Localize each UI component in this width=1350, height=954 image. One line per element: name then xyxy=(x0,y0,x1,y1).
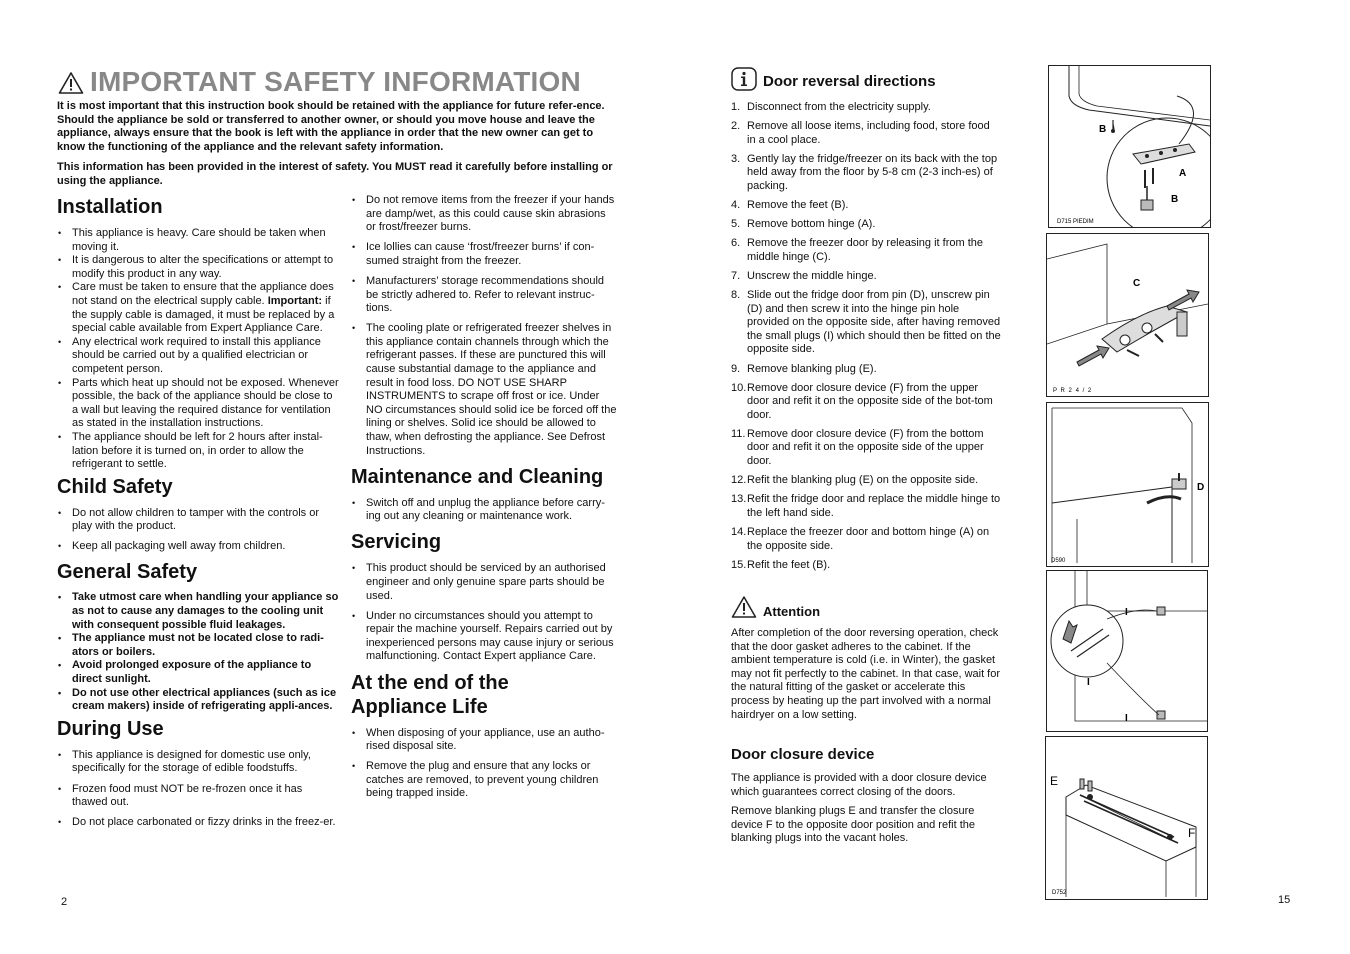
step-item xyxy=(731,382,1001,423)
figure-label: F xyxy=(1188,826,1196,840)
list-item: • Do not place carbonated or fizzy drinks in the freez-er. xyxy=(57,816,339,830)
step-number: 3. xyxy=(731,152,741,165)
door-reversal-heading: Door reversal directions xyxy=(763,73,936,90)
list-item: • Switch off and unplug the appliance before carry-ing out any cleaning or maintenance work. xyxy=(351,497,618,524)
installation-section xyxy=(57,195,339,836)
general-safety-heading: General Safety xyxy=(57,561,198,584)
door-reversal-header xyxy=(731,67,1001,91)
step-number: 2. xyxy=(731,120,741,133)
list-item: • Do not remove items from the freezer if your hands are damp/wet, as this could cause skin abrasions or frost/freezer burns. xyxy=(351,194,618,235)
door-reversal-steps xyxy=(731,101,1001,572)
important-label: Important: xyxy=(267,294,323,307)
step-number: 11. xyxy=(731,427,746,440)
installation-list xyxy=(57,227,339,472)
door-closure-section xyxy=(731,746,1001,846)
step-number: 15. xyxy=(731,558,747,571)
page-number-left: 2 xyxy=(61,896,68,908)
attention-header xyxy=(731,595,1001,619)
list-item: • Keep all packaging well away from children. xyxy=(57,540,339,554)
list-item: • Parts which heat up should not be exposed. Whenever possible, the back of the appliance should be close to a wall but leaving the required distance for ventilation as stated in the installation instructions. xyxy=(57,377,339,431)
step-text: Remove blanking plug (E). xyxy=(747,362,877,375)
step-item xyxy=(731,153,1001,194)
page-title-text: IMPORTANT SAFETY INFORMATION xyxy=(90,66,581,97)
step-number: 1. xyxy=(731,101,741,113)
door-closure-drawing xyxy=(1046,737,1207,899)
step-number: 9. xyxy=(731,362,741,375)
intro-paragraph: It is most important that this instruction book should be retained with the appliance for future refer-ence. Should the appliance be sold or transferred to another owner, or should you move house and leave the appliance, always ensure that the book is left with the appliance in order that the new owner can get to know the functioning of the appliance and the relevant safety information. xyxy=(57,100,605,153)
figure-door-closure xyxy=(1045,736,1208,900)
child-safety-list xyxy=(57,507,339,554)
end-of-life-list xyxy=(351,727,618,801)
figure-label: B xyxy=(1171,194,1179,205)
step-text: Gently lay the fridge/freezer on its back with the top held away from the floor by 5-8 cm (2-3 inch-es) of packing. xyxy=(747,152,998,192)
list-item: • Do not allow children to tamper with the controls or play with the product. xyxy=(57,507,339,534)
small-plugs-drawing xyxy=(1047,571,1207,731)
step-item xyxy=(731,474,1001,488)
step-text: Remove the feet (B). xyxy=(747,199,849,212)
intro-notice: This information has been provided in the interest of safety. You MUST read it carefully before installing or using the appliance. xyxy=(57,161,613,187)
page-title xyxy=(58,66,581,98)
servicing-heading: Servicing xyxy=(351,531,442,554)
list-item: • When disposing of your appliance, use an autho-rised disposal site. xyxy=(351,727,618,754)
list-item: • Ice lollies can cause ‘frost/freezer burns’ if con-sumed straight from the freezer. xyxy=(351,241,618,268)
maintenance-list xyxy=(351,497,618,524)
info-icon xyxy=(731,67,757,91)
list-item-text: Care must be taken to ensure that the appliance does not stand on the electrical supply cable. xyxy=(72,281,334,307)
list-item: • Avoid prolonged exposure of the appliance to direct sunlight. xyxy=(57,659,339,686)
door-closure-heading: Door closure device xyxy=(731,746,875,763)
end-of-life-heading-line2: Appliance Life xyxy=(351,695,488,718)
during-use-continued-list xyxy=(351,194,618,458)
step-number: 6. xyxy=(731,237,741,250)
figure-label: I xyxy=(1125,713,1128,724)
step-item xyxy=(731,120,1001,147)
warning-icon xyxy=(731,595,757,619)
general-safety-list xyxy=(57,591,339,713)
step-number: 8. xyxy=(731,289,741,302)
step-item xyxy=(731,559,1001,573)
step-text: Slide out the fridge door from pin (D), unscrew pin (D) and then screw it into the hinge pin hole provided on the opposite side, after having removed the small plugs (I) which should then be fitted on the opposite side. xyxy=(747,289,1001,356)
warning-icon xyxy=(58,71,84,95)
door-reversal-section xyxy=(731,67,1001,578)
figure-label: E xyxy=(1050,774,1059,788)
step-text: Replace the freezer door and bottom hinge (A) on the opposite side. xyxy=(747,525,990,552)
figure-code: D715 PIEDIM xyxy=(1057,219,1094,225)
step-number: 7. xyxy=(731,269,741,282)
list-item: • This appliance is heavy. Care should be taken when moving it. xyxy=(57,227,339,254)
end-of-life-heading xyxy=(351,671,618,719)
step-text: Remove the freezer door by releasing it from the middle hinge (C). xyxy=(747,237,984,263)
attention-text: After completion of the door reversing operation, check that the door gasket adheres to the cabinet. If the ambient temperature is cold (i.e. in Winter), the gasket may not fit perfectly to the cabinet. In that case, wait for the natural fitting of the gasket or accelerate this process by heating up the part involved with a normal hairdryer on a low setting. xyxy=(731,627,1001,721)
step-item xyxy=(731,199,1001,213)
step-text: Disconnect from the electricity supply. xyxy=(747,101,931,113)
figure-pin xyxy=(1046,402,1209,567)
figure-code: D752 xyxy=(1052,890,1067,896)
page-number-right: 15 xyxy=(1278,894,1291,906)
figure-code: P R 2 4 / 2 xyxy=(1053,388,1093,394)
step-text: Refit the feet (B). xyxy=(747,558,831,571)
pin-drawing xyxy=(1047,403,1208,566)
door-closure-text-1: The appliance is provided with a door closure device which guarantees correct closing of the doors. xyxy=(731,772,987,798)
figure-small-plugs xyxy=(1046,570,1208,732)
door-closure-text-2: Remove blanking plugs E and transfer the closure device F to the opposite door position and refit the blanking plugs into the vacant holes. xyxy=(731,805,975,845)
step-text: Refit the fridge door and replace the middle hinge to the left hand side. xyxy=(747,493,1001,519)
step-text: Refit the blanking plug (E) on the opposite side. xyxy=(747,474,979,487)
step-number: 14. xyxy=(731,525,747,538)
servicing-list xyxy=(351,562,618,664)
step-item xyxy=(731,237,1001,264)
figure-label: I xyxy=(1087,677,1090,688)
list-item: • Any electrical work required to install this appliance should be carried out by a qualified electrician or competent person. xyxy=(57,336,339,377)
step-number: 4. xyxy=(731,199,741,212)
step-text: Unscrew the middle hinge. xyxy=(747,269,877,282)
step-text: Remove door closure device (F) from the bottom door and refit it on the opposite side of the upper door. xyxy=(747,427,984,468)
figure-bottom-hinge xyxy=(1048,65,1211,228)
list-item: • Under no circumstances should you attempt to repair the machine yourself. Repairs carried out by inexperienced persons may cause injury or serious malfunctioning. Contact Expert appliance Care. xyxy=(351,610,618,664)
bottom-hinge-drawing xyxy=(1049,66,1210,227)
left-column-2 xyxy=(351,194,618,808)
step-text: Remove door closure device (F) from the upper door and refit it on the opposite side of the bot-tom door. xyxy=(747,381,993,421)
figure-label: A xyxy=(1179,168,1187,179)
step-item xyxy=(731,270,1001,284)
step-item xyxy=(731,428,1001,469)
end-of-life-heading-line1: At the end of the xyxy=(351,671,509,694)
step-item xyxy=(731,493,1001,520)
figure-code: D590 xyxy=(1051,558,1066,564)
step-number: 13. xyxy=(731,493,747,506)
list-item: • This product should be serviced by an authorised engineer and only genuine spare parts should be used. xyxy=(351,562,618,603)
during-use-heading: During Use xyxy=(57,717,164,740)
list-item: • Frozen food must NOT be re-frozen once it has thawed out. xyxy=(57,783,339,810)
step-item xyxy=(731,363,1001,377)
step-item xyxy=(731,289,1001,357)
important-text: if the supply cable is damaged, it must be replaced by a special cable available from Expert Appliance Care. xyxy=(72,294,335,335)
figure-label: C xyxy=(1133,278,1141,289)
child-safety-heading: Child Safety xyxy=(57,475,173,498)
list-item xyxy=(57,281,339,335)
step-text: Remove all loose items, including food, store food in a cool place. xyxy=(747,120,990,146)
figure-label: I xyxy=(1125,607,1128,618)
attention-heading: Attention xyxy=(763,604,821,619)
middle-hinge-drawing xyxy=(1047,234,1208,396)
step-text: Remove bottom hinge (A). xyxy=(747,218,876,231)
step-item xyxy=(731,526,1001,553)
figure-label: B xyxy=(1099,124,1107,135)
list-item: • It is dangerous to alter the specifications or attempt to modify this product in any way. xyxy=(57,254,339,281)
during-use-list xyxy=(57,749,339,830)
list-item: • This appliance is designed for domestic use only, specifically for the storage of edible foodstuffs. xyxy=(57,749,339,776)
step-item xyxy=(731,101,1001,115)
list-item: • Take utmost care when handling your appliance so as not to cause any damages to the cooling unit with consequent possible fluid leakages. xyxy=(57,591,339,632)
step-number: 12. xyxy=(731,474,747,487)
list-item: • Manufacturers’ storage recommendations should be strictly adhered to. Refer to relevant instruc-tions. xyxy=(351,275,618,316)
list-item: • The appliance must not be located close to radi-ators or boilers. xyxy=(57,632,339,659)
list-item: • The cooling plate or refrigerated freezer shelves in this appliance contain channels through which the refrigerant passes. If these are punctured this will cause substantial damage to the appliance and result in food loss. DO NOT USE SHARP INSTRUMENTS to scrape off frost or ice. Under NO circumstances should solid ice be forced off the lining or shelves. Solid ice should be allowed to thaw, when defrosting the appliance. See Defrost Instructions. xyxy=(351,322,618,458)
list-item: • Do not use other electrical appliances (such as ice cream makers) inside of refrigerating appli-ances. xyxy=(57,687,339,714)
list-item: • Remove the plug and ensure that any locks or catches are removed, to prevent young children being trapped inside. xyxy=(351,760,618,801)
maintenance-heading: Maintenance and Cleaning xyxy=(351,465,604,488)
figure-label: D xyxy=(1197,482,1205,493)
step-item xyxy=(731,218,1001,232)
list-item: • The appliance should be left for 2 hours after instal-lation before it is turned on, in order to allow the refrigerant to settle. xyxy=(57,431,339,472)
figure-middle-hinge xyxy=(1046,233,1209,397)
installation-heading: Installation xyxy=(57,196,163,218)
step-number: 5. xyxy=(731,218,741,231)
attention-section xyxy=(731,595,1001,722)
step-number: 10. xyxy=(731,381,747,394)
